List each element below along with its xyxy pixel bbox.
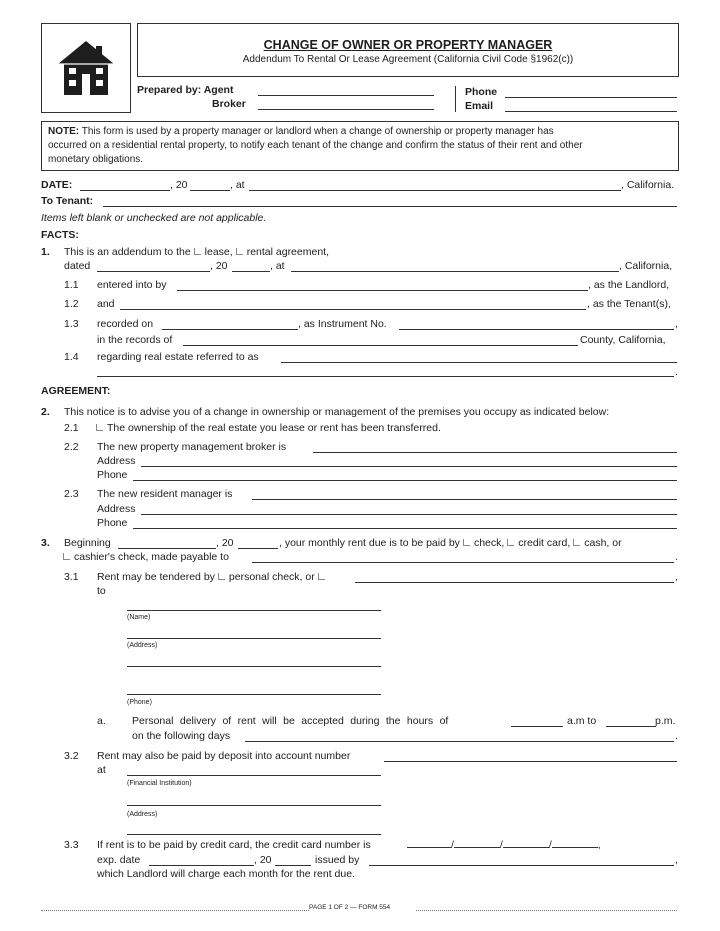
dated-year-field[interactable] xyxy=(232,271,270,272)
broker-address-label: Address xyxy=(97,455,136,467)
phone-caption: (Phone) xyxy=(127,699,152,706)
agreement-num-2: 2. xyxy=(41,406,50,418)
broker-name-field[interactable] xyxy=(313,452,677,453)
cashiers-check xyxy=(60,551,229,563)
payable-to-suffix: . xyxy=(675,551,678,563)
hours-from-field[interactable] xyxy=(511,726,563,727)
following-days-field[interactable] xyxy=(245,741,674,742)
date-year-field[interactable] xyxy=(190,190,230,191)
dated-year-label: , 20 xyxy=(210,260,228,272)
account-number-field[interactable] xyxy=(384,761,677,762)
logo-box xyxy=(41,23,131,113)
ownership-checkbox[interactable] xyxy=(96,424,103,431)
personal-delivery-text: Personal delivery of rent will be accepted during the hours of xyxy=(132,715,449,727)
check-checkbox[interactable] xyxy=(463,539,470,546)
facts-num-1-4: 1.4 xyxy=(64,351,79,363)
beginning-year-field[interactable] xyxy=(238,548,278,549)
note-text-3: monetary obligations. xyxy=(48,154,144,165)
financial-address-field[interactable] xyxy=(127,805,381,806)
following-days-label: on the following days xyxy=(132,730,231,742)
exp-year-field[interactable] xyxy=(275,865,311,866)
agreement-2-2-text: The new property management broker is xyxy=(97,441,287,453)
am-to-label: a.m to xyxy=(567,715,597,727)
landlord-field[interactable] xyxy=(177,290,588,291)
facts-1-2-text: and xyxy=(97,298,115,310)
personal-check-checkbox[interactable] xyxy=(218,573,225,580)
dated-field[interactable] xyxy=(97,271,210,272)
facts-num-1-1: 1.1 xyxy=(64,279,79,291)
dated-california: , California, xyxy=(619,260,673,272)
manager-phone-field[interactable] xyxy=(133,528,677,529)
instrument-field[interactable] xyxy=(399,329,674,330)
tender-address-field-1[interactable] xyxy=(127,638,381,639)
form-title: CHANGE OF OWNER OR PROPERTY MANAGER xyxy=(263,38,553,52)
recorded-on-field[interactable] xyxy=(162,329,298,330)
note-line-1 xyxy=(48,126,554,137)
agreement-2-text: This notice is to advise you of a change in ownership or management of the premises you occupy as indicated below: xyxy=(64,406,610,418)
financial-address-caption: (Address) xyxy=(127,811,158,818)
tenant-field[interactable] xyxy=(120,309,586,310)
date-field[interactable] xyxy=(80,190,170,191)
tender-phone-field[interactable] xyxy=(127,694,381,695)
lease-label: lease, xyxy=(204,246,233,258)
name-caption: (Name) xyxy=(127,614,151,621)
financial-institution-field[interactable] xyxy=(127,775,381,776)
beginning-year-label: , 20 xyxy=(216,537,234,549)
blank-note: Items left blank or unchecked are not applicable. xyxy=(41,212,267,224)
other-method-field[interactable] xyxy=(355,582,674,583)
real-estate-field-2[interactable] xyxy=(97,376,674,377)
to-tenant-label: To Tenant: xyxy=(41,195,94,207)
agreement-2-3-text: The new resident manager is xyxy=(97,488,233,500)
email-label: Email xyxy=(465,100,494,112)
date-california: , California. xyxy=(621,179,675,191)
manager-name-field[interactable] xyxy=(252,499,677,500)
agreement-num-3: 3. xyxy=(41,537,50,549)
agreement-2-1-text: The ownership of the real estate you lease or rent has been transferred. xyxy=(107,422,441,434)
financial-caption: (Financial Institution) xyxy=(127,780,192,787)
divider xyxy=(455,86,456,112)
agreement-num-2-2: 2.2 xyxy=(64,441,79,453)
county-field[interactable] xyxy=(183,345,578,346)
agreement-num-3-2: 3.2 xyxy=(64,750,79,762)
rent-methods xyxy=(279,537,622,549)
cashiers-check-checkbox[interactable] xyxy=(63,553,70,560)
manager-address-label: Address xyxy=(97,503,136,515)
hours-to-field[interactable] xyxy=(606,726,656,727)
dated-at-label: , at xyxy=(270,260,285,272)
footer-text: PAGE 1 OF 2 — FORM 554 xyxy=(309,904,391,911)
following-days-suffix: . xyxy=(675,730,678,742)
date-at-field[interactable] xyxy=(249,190,621,191)
records-of-label: in the records of xyxy=(97,334,173,346)
manager-phone-label: Phone xyxy=(97,517,128,529)
instrument-suffix: , xyxy=(675,318,678,330)
cash-label: cash, or xyxy=(584,537,622,549)
facts-heading: FACTS: xyxy=(41,229,79,241)
date-label: DATE: xyxy=(41,179,73,191)
facts-num-1-2: 1.2 xyxy=(64,298,79,310)
facts-p1-text: This is an addendum to the xyxy=(64,246,191,258)
note-text-1: This form is used by a property manager or landlord when a change of ownership or property manager has xyxy=(81,126,554,137)
issued-by-label: issued by xyxy=(315,854,360,866)
personal-check-label: personal check, or xyxy=(228,571,315,583)
rent-due-text: , your monthly rent due is to be paid by xyxy=(279,537,460,549)
footer-rule-right xyxy=(416,910,677,911)
manager-address-field[interactable] xyxy=(141,514,677,515)
agreement-num-2-3: 2.3 xyxy=(64,488,79,500)
broker-address-field[interactable] xyxy=(141,466,677,467)
real-estate-field-1[interactable] xyxy=(281,362,677,363)
deposit-at-label: at xyxy=(97,764,106,776)
tender-address-field-2[interactable] xyxy=(127,666,381,667)
tendered-by-text: Rent may be tendered by xyxy=(97,571,215,583)
phone-field[interactable] xyxy=(505,97,677,98)
facts-num-1-3: 1.3 xyxy=(64,318,79,330)
credit-card-text: If rent is to be paid by credit card, the credit card number is xyxy=(97,839,371,851)
to-label: to xyxy=(97,585,106,597)
credit-card-number-field[interactable]: / / / , xyxy=(407,839,601,851)
footer-rule-left xyxy=(41,910,309,911)
phone-label: Phone xyxy=(465,86,498,98)
address-caption: (Address) xyxy=(127,642,158,649)
facts-1-1-text: entered into by xyxy=(97,279,167,291)
other-method-suffix: , xyxy=(675,571,678,583)
prepared-by-label: Prepared by: Agent xyxy=(137,84,234,96)
exp-date-field[interactable] xyxy=(149,865,254,866)
tender-name-field[interactable] xyxy=(127,610,381,611)
facts-num-1: 1. xyxy=(41,246,50,258)
facts-1-4-text: regarding real estate referred to as xyxy=(97,351,259,363)
beginning-field[interactable] xyxy=(118,548,216,549)
agreement-2-1 xyxy=(93,422,441,434)
email-field[interactable] xyxy=(505,111,677,112)
form-subtitle: Addendum To Rental Or Lease Agreement (California Civil Code §1962(c)) xyxy=(242,54,574,65)
issued-by-suffix: , xyxy=(675,854,678,866)
financial-address-field-2[interactable] xyxy=(127,834,381,835)
agreement-heading: AGREEMENT: xyxy=(41,385,111,397)
house-icon xyxy=(56,40,116,96)
exp-date-label: exp. date xyxy=(97,854,141,866)
beginning-label: Beginning xyxy=(64,537,111,549)
date-year-label: , 20 xyxy=(170,179,188,191)
agreement-num-2-1: 2.1 xyxy=(64,422,79,434)
other-method-checkbox[interactable] xyxy=(318,573,325,580)
agreement-num-3-1: 3.1 xyxy=(64,571,79,583)
credit-card-checkbox[interactable] xyxy=(507,539,514,546)
agreement-num-3-3: 3.3 xyxy=(64,839,79,851)
facts-p1 xyxy=(64,246,329,258)
landlord-charge-text: which Landlord will charge each month for the rent due. xyxy=(97,868,355,880)
rental-agreement-label: rental agreement, xyxy=(246,246,330,258)
note-text-2: occurred on a residential rental property, to notify each tenant of the change and confirm the status of their rent and other xyxy=(48,140,583,151)
dated-at-field[interactable] xyxy=(291,271,619,272)
broker-phone-label: Phone xyxy=(97,469,128,481)
rental-agreement-checkbox[interactable] xyxy=(236,248,243,255)
recorded-on-label: recorded on xyxy=(97,318,154,330)
broker-field[interactable] xyxy=(258,109,434,110)
real-estate-suffix: . xyxy=(675,366,678,378)
tenant-suffix: , as the Tenant(s), xyxy=(587,298,671,310)
note-label: NOTE: xyxy=(48,126,80,137)
tendered-by xyxy=(97,571,329,583)
cashiers-check-text: cashier's check, made payable to xyxy=(74,551,229,563)
dated-label: dated xyxy=(64,260,91,272)
payable-to-field[interactable] xyxy=(252,562,674,563)
credit-card-label: credit card, xyxy=(518,537,571,549)
lease-checkbox[interactable] xyxy=(194,248,201,255)
check-label: check, xyxy=(473,537,505,549)
exp-year-label: , 20 xyxy=(254,854,272,866)
deposit-text: Rent may also be paid by deposit into account number xyxy=(97,750,351,762)
date-at-label: , at xyxy=(230,179,245,191)
landlord-suffix: , as the Landlord, xyxy=(588,279,670,291)
broker-phone-field[interactable] xyxy=(133,480,677,481)
issued-by-field[interactable] xyxy=(369,865,674,866)
item-a-label: a. xyxy=(97,715,106,727)
cash-checkbox[interactable] xyxy=(573,539,580,546)
agent-field[interactable] xyxy=(258,95,434,96)
broker-label: Broker xyxy=(212,98,246,110)
instrument-label: , as Instrument No. xyxy=(298,318,387,330)
to-tenant-field[interactable] xyxy=(103,206,677,207)
county-suffix: County, California, xyxy=(580,334,666,346)
pm-label: p.m. xyxy=(655,715,676,727)
